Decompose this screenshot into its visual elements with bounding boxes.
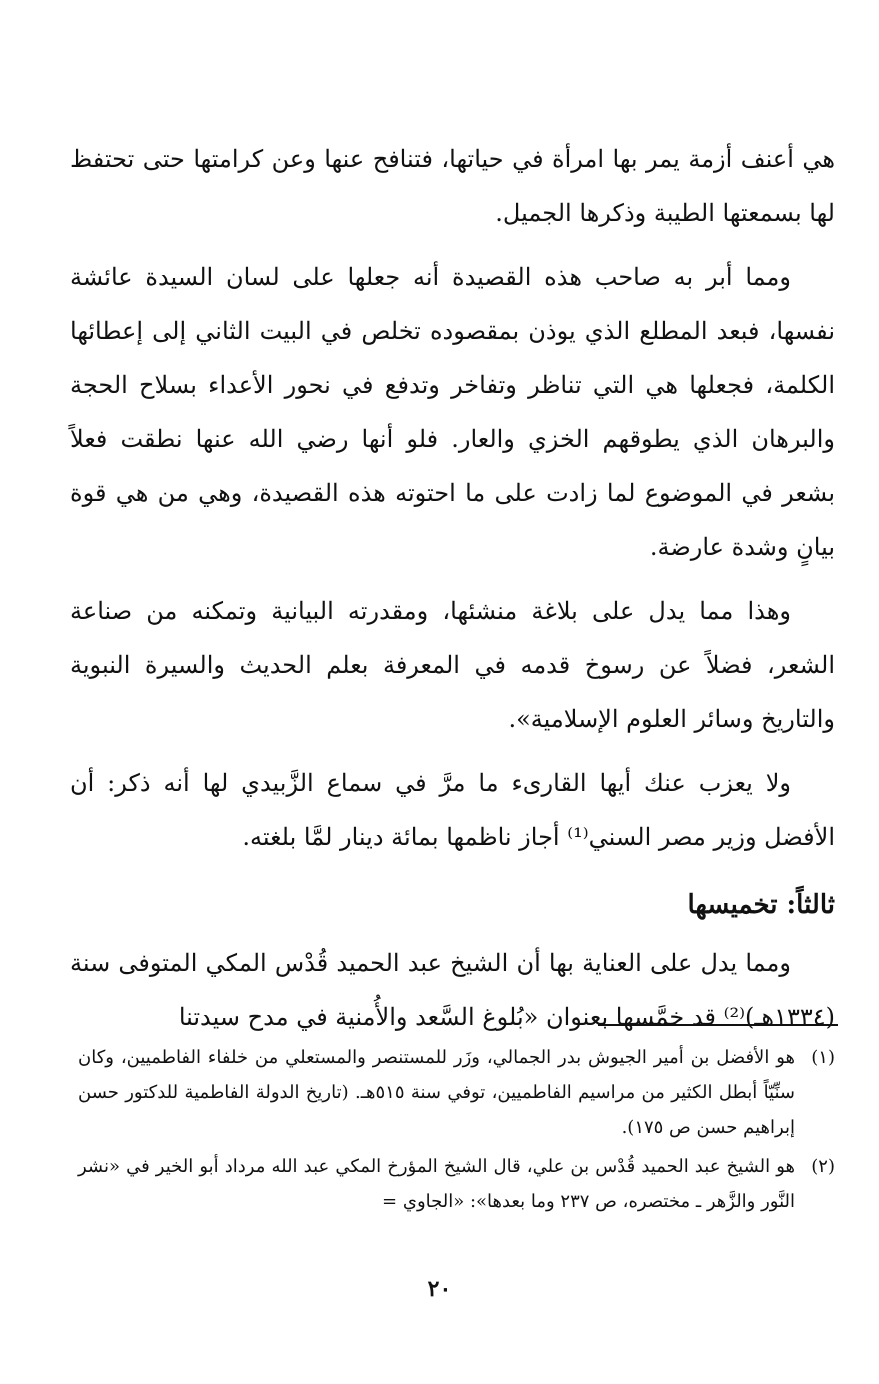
footnotes <box>78 1040 835 1223</box>
paragraph-4: ولا يعزب عنك أيها القارىء ما مرَّ في سماع الزَّبيدي لها أنه ذكر: أن الأفضل وزير مصر السني⁽¹⁾ أجاز ناظمها بمائة دينار لمَّا بلغته. <box>70 769 835 851</box>
page-number: ٢٠ <box>427 1276 452 1302</box>
footnote-number: (١) <box>811 1047 835 1068</box>
paragraph-1: هي أعنف أزمة يمر بها امرأة في حياتها، فتنافح عنها وعن كرامتها حتى تحتفظ لها بسمعتها الطيبة وذكرها الجميل. <box>70 145 835 227</box>
footnote-number: (٢) <box>811 1156 835 1177</box>
footnote-separator <box>598 1024 838 1026</box>
main-text <box>70 132 835 1054</box>
footnote-2 <box>78 1149 835 1219</box>
section-heading: ثالثاً: تخميسها <box>687 890 835 920</box>
footnote-text: هو الأفضل بن أمير الجيوش بدر الجمالي، وزَر للمستنصر والمستعلي من خلفاء الفاطميين، وكان سنِّيّاً أبطل الكثير من مراسيم الفاطميين، توفي سنة ٥١٥هـ. (تاريخ الدولة الفاطمية للدكتور حسن إبراهيم حسن ص ١٧٥). <box>78 1047 795 1138</box>
paragraph-3: وهذا مما يدل على بلاغة منشئها، ومقدرته البيانية وتمكنه من صناعة الشعر، فضلاً عن رسوخ قدمه في المعرفة بعلم الحديث والسيرة النبوية والتاريخ وسائر العلوم الإسلامية». <box>70 597 835 733</box>
footnote-1 <box>78 1040 835 1145</box>
footnote-text: هو الشيخ عبد الحميد قُدْس بن علي، قال الشيخ المؤرخ المكي عبد الله مرداد أبو الخير في «نشر النَّور والزَّهر ـ مختصره، ص ٢٣٧ وما بعدها»: «الجاوي = <box>78 1156 795 1212</box>
paragraph-2: ومما أبر به صاحب هذه القصيدة أنه جعلها على لسان السيدة عائشة نفسها، فبعد المطلع الذي يوذن بمقصوده تخلص في البيت الثاني إلى إعطائها الكلمة، فجعلها هي التي تناظر وتفاخر وتدفع في نحور الأعداء بسلاح الحجة والبرهان الذي يطوقهم الخزي والعار. فلو أنها رضي الله عنها نطقت فعلاً بشعر في الموضوع لما زادت على ما احتوته هذه القصيدة، وهي من هي قوة بيانٍ وشدة عارضة. <box>70 263 835 561</box>
paragraph-5: ومما يدل على العناية بها أن الشيخ عبد الحميد قُدْس المكي المتوفى سنة (١٣٣٤هـ)⁽²⁾ قد خمَّسها بعنوان «بُلوغ السَّعد والأُمنية في مدح سيدتنا <box>70 949 835 1031</box>
